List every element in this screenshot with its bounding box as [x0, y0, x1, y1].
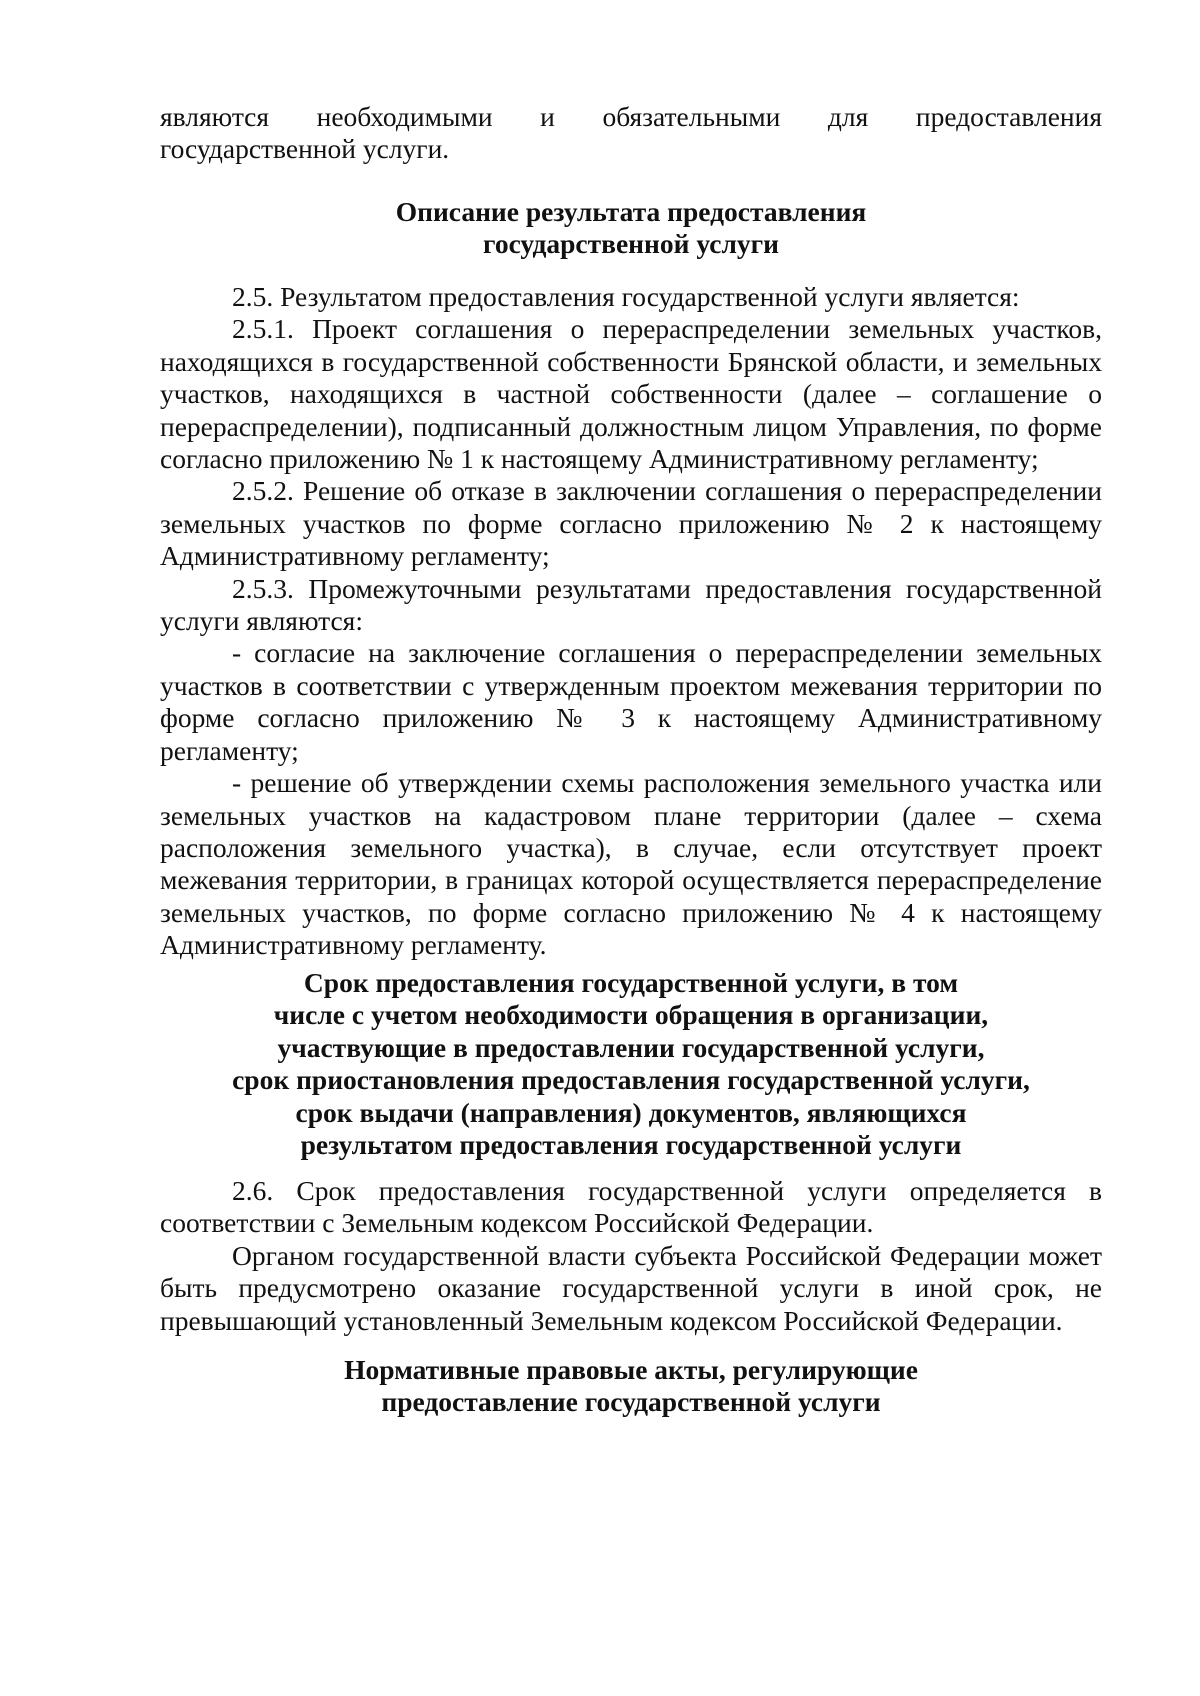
paragraph-authority: Органом государственной власти субъекта Российской Федерации может быть предусмотрено оказание государственной услуги в иной срок, не превышающий установленный Земельным кодексом Российской Федерации. — [160, 1239, 1102, 1336]
heading-result — [160, 196, 1102, 261]
heading-result-title — [160, 196, 1102, 261]
heading-term-line-5: срок выдачи (направления) документов, являющихся — [295, 1096, 967, 1128]
heading-acts — [160, 1354, 1102, 1419]
paragraph-2-5-2: 2.5.2. Решение об отказе в заключении соглашения о перераспределении земельных участков по форме согласно приложению № 2 к настоящему Административному регламенту; — [160, 475, 1102, 572]
result-section — [160, 281, 1102, 962]
heading-acts-line-2: предоставление государственной услуги — [381, 1386, 881, 1418]
paragraph-2-5-1: 2.5.1. Проект соглашения о перераспределении земельных участков, находящихся в государственной собственности Брянской области, и земельных участков, находящихся в частной собственности (далее – соглашение о перераспределении), подписанный должностным лицом Управления, по форме согласно приложению № 1 к настоящему Административному регламенту; — [160, 313, 1102, 475]
heading-acts-line-1: Нормативные правовые акты, регулирующие — [344, 1354, 918, 1385]
heading-term-line-4: срок приостановления предоставления государственной услуги, — [232, 1064, 1030, 1096]
heading-term-line-1: Срок предоставления государственной услуги, в том — [303, 967, 959, 998]
heading-term — [160, 967, 1102, 1161]
paragraph-2-5: 2.5. Результатом предоставления государственной услуги является: — [232, 281, 1020, 312]
heading-acts-title — [160, 1354, 1102, 1419]
heading-result-line-1: Описание результата предоставления — [395, 196, 867, 227]
term-section — [160, 1175, 1102, 1337]
intro-line-2: государственной услуги. — [160, 133, 450, 165]
heading-result-line-2: государственной услуги — [483, 228, 779, 260]
intro-paragraph — [160, 101, 1102, 166]
heading-term-line-2: числе с учетом необходимости обращения в организации, — [273, 999, 989, 1031]
paragraph-2-6: 2.6. Срок предоставления государственной услуги определяется в соответствии с Земельным кодексом Российской Федерации. — [160, 1175, 1102, 1239]
heading-term-line-3: участвующие в предоставлении государственной услуги, — [277, 1031, 985, 1063]
heading-term-line-6: результатом предоставления государственной услуги — [300, 1129, 962, 1161]
list-item-scheme-decision: - решение об утверждении схемы расположения земельного участка или земельных участков на кадастровом плане территории (далее – схема расположения земельного участка), в случае, если отсутствует проект межевания территории, в границах которой осуществляется перераспределение земельных участков, по форме согласно приложению № 4 к настоящему Административному регламенту. — [160, 767, 1102, 961]
intro-line-1: являются необходимыми и обязательными для предоставления — [160, 101, 1102, 132]
heading-term-title — [160, 967, 1102, 1161]
list-item-agreement-consent: - согласие на заключение соглашения о перераспределении земельных участков в соответствии с утвержденным проектом межевания территории по форме согласно приложению № 3 к настоящему Административному регламенту; — [160, 637, 1102, 766]
paragraph-2-5-3: 2.5.3. Промежуточными результатами предоставления государственной услуги являются: — [160, 572, 1102, 637]
